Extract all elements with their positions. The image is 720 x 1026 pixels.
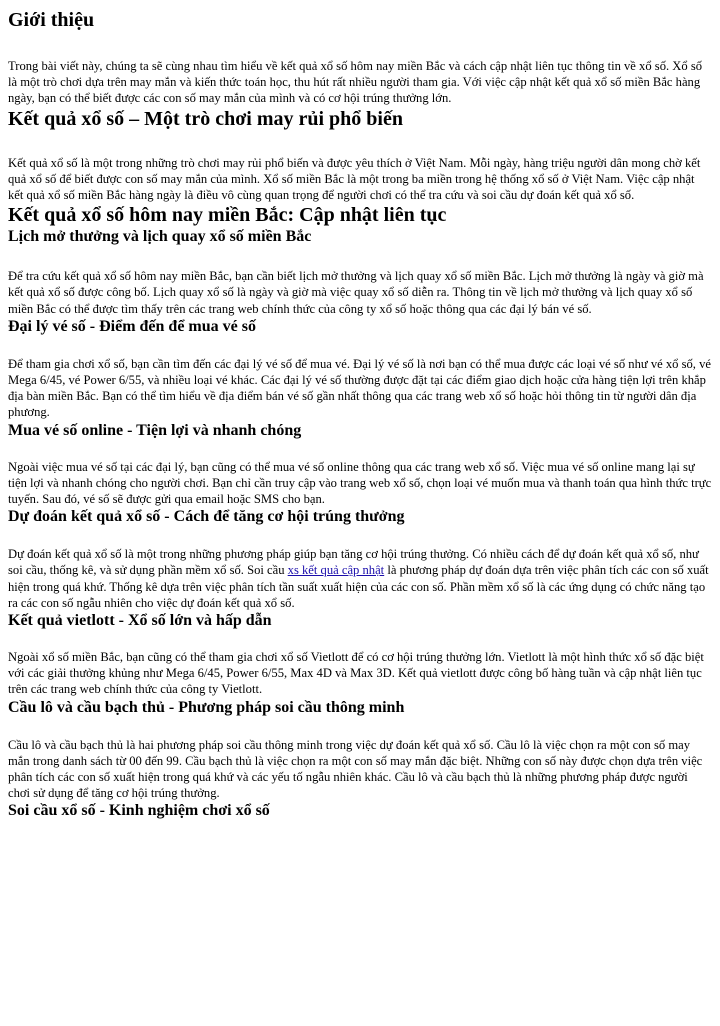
intro-heading: Giới thiệu	[8, 9, 95, 31]
daily-heading: Đại lý vé số - Điểm đến để mua vé số	[8, 317, 256, 335]
lich-heading: Lịch mở thưởng và lịch quay xổ số miền Bắc	[8, 228, 312, 246]
daily-paragraph: Để tham gia chơi xổ số, bạn cần tìm đến các đại lý vé số để mua vé. Đại lý vé số là nơi bạn có thể mua được các loại vé số như vé xổ số, vé Mega 6/45, vé Power 6/55, và nhiều loại vé khác. Các đại lý vé số thường được đặt tại các điểm giao dịch hoặc cửa hàng tiện lợi trên khắp địa bàn miền Bắc. Bạn có thể tìm hiểu về địa điểm bán vé số gần nhất thông qua các trang web xổ số hoặc hỏi thông tin từ người dân địa phương.	[8, 356, 711, 420]
xs-ket-qua-link[interactable]: xs kết quả cập nhật	[287, 563, 385, 578]
dudoan-heading: Dự đoán kết quả xổ số - Cách để tăng cơ hội trúng thưởng	[8, 508, 405, 526]
online-heading: Mua vé số online - Tiện lợi và nhanh chóng	[8, 421, 302, 439]
vietlott-heading: Kết quả vietlott - Xổ số lớn và hấp dẫn	[8, 612, 272, 630]
lich-paragraph: Để tra cứu kết quả xổ số hôm nay miền Bắc, bạn cần biết lịch mở thưởng và lịch quay xổ số miền Bắc. Lịch mở thưởng là ngày và giờ mà kết quả xổ số được công bố. Lịch quay xổ số là ngày và giờ mà việc quay xổ số diễn ra. Thông tin về lịch mở thưởng và lịch quay xổ số miền Bắc có thể được tìm thấy trên các trang web chính thức của công ty xổ số hoặc thông qua các đại lý bán vé số.	[8, 269, 704, 316]
dudoan-text-before: Dự đoán kết quả xổ số là một trong những phương pháp giúp bạn tăng cơ hội trúng thưởng. Có nhiều cách để dự đoán kết quả xổ số, như soi cầu, thống kê, và sử dụng phần mềm xổ số. Soi cầu	[8, 547, 699, 578]
dudoan-paragraph	[8, 546, 712, 611]
article	[0, 8, 720, 821]
soicau-heading: Soi cầu xổ số - Kinh nghiệm chơi xổ số	[8, 802, 270, 820]
dudoan-text-after: là phương pháp dự đoán dựa trên việc phân tích các con số xuất hiện trong quá khứ. Thống kê dựa trên việc phân tích tần suất xuất hiện của các con số. Phần mềm xổ số là các ứng dụng có chức năng tạo ra các con số ngẫu nhiên cho việc dự đoán kết quả xổ số.	[8, 563, 709, 610]
section2-heading: Kết quả xổ số hôm nay miền Bắc: Cập nhật liên tục	[8, 204, 447, 227]
section1-paragraph: Kết quả xổ số là một trong những trò chơi may rủi phổ biến và được yêu thích ở Việt Nam. Mỗi ngày, hàng triệu người dân mong chờ kết quả xổ số để biết được con số may mắn của mình. Xổ số miền Bắc là một trong ba miền trong hệ thống xổ số ở Việt Nam. Việc cập nhật kết quả xổ số miền Bắc hàng ngày là điều vô cùng quan trọng để người chơi có thể tra cứu và soi cầu dự đoán kết quả xổ số.	[8, 155, 701, 203]
vietlott-paragraph: Ngoài xổ số miền Bắc, bạn cũng có thể tham gia chơi xổ số Vietlott để có cơ hội trúng thưởng lớn. Vietlott là một hình thức xổ số đặc biệt với các giải thưởng khủng như Mega 6/45, Power 6/55, Max 4D và Max 3D. Kết quả vietlott được công bố hàng tuần và cập nhật liên tục trên các trang web chính thức của công ty Vietlott.	[8, 650, 704, 697]
section1-heading: Kết quả xổ số – Một trò chơi may rủi phổ biến	[8, 107, 403, 130]
intro-paragraph: Trong bài viết này, chúng ta sẽ cùng nhau tìm hiểu về kết quả xổ số hôm nay miền Bắc và cách cập nhật liên tục thông tin về xổ số. Xổ số là một trò chơi dựa trên may mắn và kiến thức toán học, thu hút rất nhiều người tham gia. Với việc cập nhật kết quả xổ số miền Bắc hàng ngày, bạn có thể biết được các con số may mắn của mình và có cơ hội trúng thưởng lớn.	[8, 59, 703, 106]
caulo-heading: Cầu lô và cầu bạch thủ - Phương pháp soi cầu thông minh	[8, 698, 405, 716]
online-paragraph: Ngoài việc mua vé số tại các đại lý, bạn cũng có thể mua vé số online thông qua các trang web xổ số. Việc mua vé số online mang lại sự tiện lợi và nhanh chóng cho người chơi. Bạn chỉ cần truy cập vào trang web xổ số, chọn loại vé muốn mua và thanh toán qua hình thức trực tuyến. Sau đó, vé số sẽ được gửi qua email hoặc SMS cho bạn.	[8, 459, 712, 507]
caulo-paragraph: Cầu lô và cầu bạch thủ là hai phương pháp soi cầu thông minh trong việc dự đoán kết quả xổ số. Cầu lô là việc chọn ra một con số may mắn trong danh sách từ 00 đến 99. Cầu bạch thủ là việc chọn ra một con số may mắn đặc biệt. Những con số này được chọn dựa trên việc phân tích các con số xuất hiện trong quá khứ và các yếu tố ngẫu nhiên khác. Cầu lô và cầu bạch thủ là những phương pháp được người chơi sử dụng để tăng cơ hội trúng thưởng.	[8, 737, 703, 801]
